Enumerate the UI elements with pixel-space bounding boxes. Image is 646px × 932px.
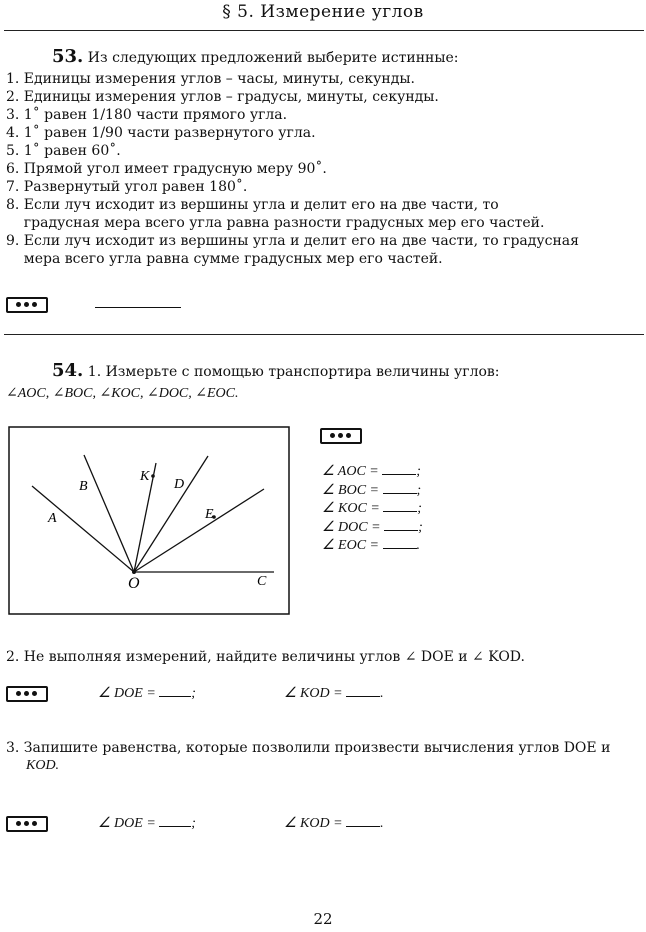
section-title: § 5. Измерение углов: [222, 2, 424, 22]
answer-marker-icon: [6, 686, 48, 702]
task-53-item: 6. Прямой угол имеет градусную меру 90˚.: [6, 161, 327, 177]
task-53-item: 3. 1˚ равен 1/180 части прямого угла.: [6, 107, 288, 123]
page-number: 22: [313, 910, 333, 928]
section-divider: [4, 334, 644, 335]
part3-answer-doe: ∠ DOE = ;: [98, 816, 196, 831]
vertex-point: [132, 570, 136, 574]
task-54-number: 54.: [52, 360, 84, 381]
answer-boc: ∠ BOC = ;: [322, 482, 422, 498]
part2-answer-kod: ∠ KOD = .: [284, 686, 384, 701]
task-53-item: 2. Единицы измерения углов – градусы, минуты, секунды.: [6, 89, 439, 105]
ray-oa: [32, 486, 134, 572]
answer-blank[interactable]: [383, 499, 417, 512]
ray-ob: [84, 455, 134, 572]
answer-blank[interactable]: [159, 814, 191, 827]
label-c: C: [257, 574, 267, 589]
answer-marker-icon: [6, 297, 48, 313]
answer-doc: ∠ DOC = ;: [322, 519, 423, 535]
answer-blank[interactable]: [383, 536, 417, 549]
label-a: A: [48, 511, 57, 526]
label-d: D: [174, 477, 185, 492]
answer-blank[interactable]: [382, 462, 416, 475]
task-53-item: 9. Если луч исходит из вершины угла и делит его на две части, то градусная: [6, 233, 579, 249]
task-54-part2-prompt: 2. Не выполняя измерений, найдите величины углов ∠ DOE и ∠ KOD.: [6, 649, 525, 665]
task-53-answer-line[interactable]: [95, 307, 181, 308]
task-53-item: градусная мера всего угла равна разности градусных мер его частей.: [6, 215, 545, 231]
task-54-part1-prompt: 1. Измерьте с помощью транспортира величины углов:: [87, 364, 500, 380]
label-e: E: [205, 507, 214, 522]
ray-oe: [134, 489, 264, 572]
answer-eoc: ∠ EOC = .: [322, 538, 420, 553]
task-53-heading: [52, 48, 459, 67]
task-54-answer-list: [322, 462, 423, 555]
task-54-part3-prompt-cont: KOD.: [26, 758, 60, 773]
label-o: O: [128, 575, 140, 592]
answer-marker-icon: [6, 816, 48, 832]
task-53-item: мера всего угла равна сумме градусных мер его частей.: [6, 251, 443, 267]
part2-answer-doe: ∠ DOE = ;: [98, 686, 196, 701]
answer-blank[interactable]: [346, 684, 380, 697]
task-53-items: [6, 70, 579, 268]
task-53-number: 53.: [52, 46, 84, 67]
answer-blank[interactable]: [384, 518, 418, 531]
part3-answer-kod: ∠ KOD = .: [284, 816, 384, 831]
answer-blank[interactable]: [383, 481, 417, 494]
task-54-angle-list: ∠AOC, ∠BOC, ∠KOC, ∠DOC, ∠EOC.: [6, 386, 239, 401]
angles-figure: [8, 426, 290, 616]
task-53-prompt: Из следующих предложений выберите истинные:: [87, 50, 459, 66]
task-54-part3-prompt: 3. Запишите равенства, которые позволили произвести вычисления углов DOE и: [6, 740, 611, 756]
answer-koc: ∠ KOC = ;: [322, 501, 422, 516]
task-53-item: 5. 1˚ равен 60˚.: [6, 143, 121, 159]
answer-marker-icon: [320, 428, 362, 444]
task-53-item: 4. 1˚ равен 1/90 части развернутого угла.: [6, 125, 316, 141]
task-54-heading: [52, 362, 500, 381]
task-53-item: 7. Развернутый угол равен 180˚.: [6, 179, 248, 195]
answer-blank[interactable]: [159, 684, 191, 697]
header-rule: [4, 30, 644, 31]
task-53-item: 8. Если луч исходит из вершины угла и делит его на две части, то: [6, 197, 499, 213]
answer-blank[interactable]: [346, 814, 380, 827]
label-k: K: [140, 469, 150, 484]
answer-aoc: ∠ AOC = ;: [322, 464, 421, 479]
point-k: [151, 474, 155, 478]
label-b: B: [79, 479, 88, 494]
task-53-item: 1. Единицы измерения углов – часы, минуты, секунды.: [6, 71, 415, 87]
